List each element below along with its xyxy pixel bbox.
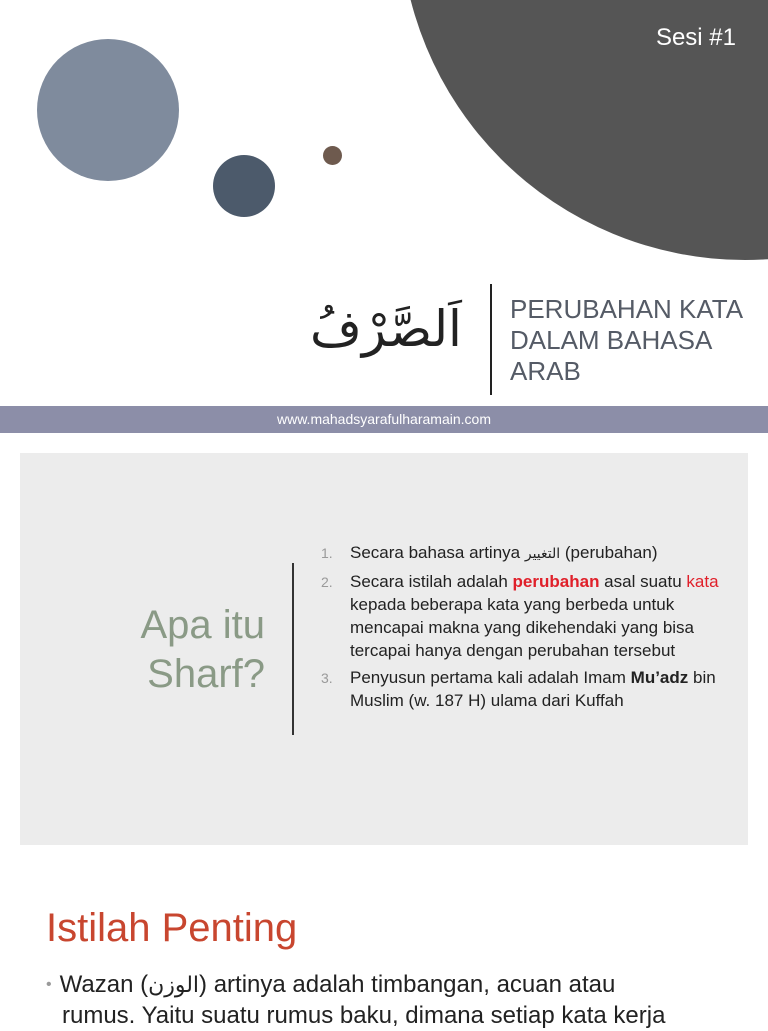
list-number: 2.: [321, 574, 333, 590]
highlight-term: kata: [686, 572, 719, 591]
panel-divider: [292, 563, 294, 735]
definition-list: [316, 541, 736, 716]
subtitle-line: DALAM BAHASA: [510, 325, 713, 355]
heading-line: Apa itu: [140, 603, 265, 647]
bullet-item: [46, 970, 756, 1031]
item-text: kepada beberapa kata yang berbeda untuk mencapai makna yang dikehendaki yang bisa tercapai hanya dengan perubahan tersebut: [350, 595, 695, 660]
title-divider: [490, 284, 492, 395]
arabic-title: اَلصَّرْفُ: [310, 300, 462, 358]
arabic-term: التغيير: [524, 546, 561, 562]
item-text: bin Muslim (w. 187 H) ulama dari Kuffah: [350, 668, 716, 710]
arabic-term: الوزن: [148, 973, 200, 998]
heading-line: Sharf?: [147, 652, 265, 696]
session-label: Sesi #1: [655, 24, 736, 51]
section-heading: Istilah Penting: [46, 906, 298, 950]
website-bar: [0, 406, 768, 433]
bullet-dot: •: [46, 976, 52, 993]
bullet-text: ) artinya adalah timbangan, acuan atau: [199, 971, 616, 998]
item-text: Penyusun pertama kali adalah Imam: [350, 668, 631, 687]
item-text: asal suatu: [599, 572, 687, 591]
bullet-text: rumus. Yaitu suatu rumus baku, dimana setiap kata kerja: [62, 1002, 666, 1029]
item-text: Secara istilah adalah: [350, 572, 513, 591]
list-number: 1.: [321, 545, 333, 561]
decorative-circle-dark: [213, 155, 275, 217]
list-number: 3.: [321, 670, 333, 686]
definition-slide: [20, 453, 748, 845]
subtitle-line: PERUBAHAN KATA: [510, 294, 744, 324]
item-text: Secara bahasa artinya: [350, 543, 525, 562]
decorative-circle-light: [37, 39, 179, 181]
item-text: (perubahan): [560, 543, 658, 562]
website-url: www.mahadsyarafulharamain.com: [277, 411, 491, 427]
bullet-text: Wazan (: [59, 971, 149, 998]
list-item: [316, 541, 736, 566]
decorative-circle-small: [323, 146, 342, 165]
bold-name: Mu’adz: [630, 668, 689, 687]
highlight-term: perubahan: [512, 572, 600, 591]
slide-subtitle: [510, 294, 760, 387]
definition-heading: [120, 601, 265, 699]
subtitle-line: ARAB: [510, 356, 581, 386]
title-slide: [0, 0, 768, 405]
list-item: [316, 666, 736, 712]
list-item: [316, 570, 736, 662]
